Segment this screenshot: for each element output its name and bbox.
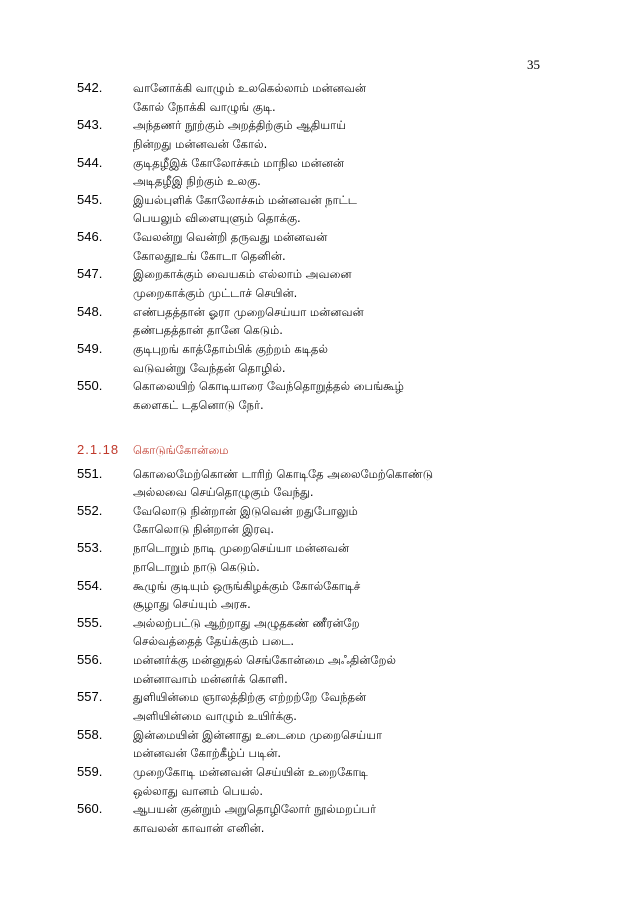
verse [0, 340, 638, 377]
verse-line: செல்வத்தைத் தேய்க்கும் படை. [133, 634, 295, 649]
verse-number: 552. [77, 502, 103, 518]
verse [0, 154, 638, 191]
section-number: 2.1.18 [77, 441, 120, 457]
verse-text [133, 340, 603, 377]
verse-text [133, 79, 603, 116]
verse-text [133, 265, 603, 302]
verse-line: காவலன் காவான் எனின். [133, 820, 265, 835]
verse-line: கூழுங் குடியும் ஒருங்கிழக்கும் கோல்கோடிச் [133, 578, 361, 593]
verse-number: 550. [77, 378, 103, 394]
verse-line: கொலைமேற்கொண் டாரிற் கொடிதே அலைமேற்கொண்டு [133, 466, 433, 481]
verse [0, 79, 638, 116]
verse [0, 265, 638, 302]
verse-text [133, 614, 603, 651]
verse-text [133, 763, 603, 800]
verse-line: தண்பதத்தான் தானே கெடும். [133, 323, 283, 338]
verse-text [133, 228, 603, 265]
verse [0, 228, 638, 265]
verse-number: 553. [77, 540, 103, 556]
verse-line: அந்தணர் நூற்கும் அறத்திற்கும் ஆதியாய் [133, 118, 347, 133]
verse-line: ஒல்லாது வானம் பெயல். [133, 783, 264, 798]
verse-text [133, 377, 603, 414]
verse-line: அல்லற்பட்டு ஆற்றாது அழுதகண் ணீரன்றே [133, 615, 360, 630]
verse-line: கொலையிற் கொடியாரை வேந்தொறுத்தல் பைங்கூழ் [133, 379, 404, 394]
verse-line: வானோக்கி வாழும் உலகெல்லாம் மன்னவன் [133, 81, 366, 95]
verse [0, 763, 638, 800]
verse-line: கோலொடு நின்றான் இரவு. [133, 522, 275, 537]
verse-line: வடுவன்று வேந்தன் தொழில். [133, 360, 286, 375]
verse-number: 544. [77, 154, 103, 170]
verse-line: கோலதூஉங் கோடா தெனின். [133, 248, 286, 263]
verse-number: 547. [77, 266, 103, 282]
verse-number: 545. [77, 191, 103, 207]
verse [0, 539, 638, 576]
verse-line: குடிதழீஇக் கோலோச்சும் மாநில மன்னன் [133, 155, 345, 170]
verse [0, 614, 638, 651]
verse-line: வேலன்று வென்றி தருவது மன்னவன் [133, 230, 328, 245]
verse-text [133, 800, 603, 837]
verse-text [133, 116, 603, 153]
verse-line: நாடொறும் நாடி முறைசெய்யா மன்னவன் [133, 541, 350, 556]
verse [0, 800, 638, 837]
verse-number: 542. [77, 80, 103, 95]
verse-number: 559. [77, 764, 103, 780]
verse-text [133, 191, 603, 228]
verse-line: களைகட் டதனொடு நேர். [133, 397, 264, 412]
verse-line: முறைகாக்கும் முட்டாச் செயின். [133, 285, 298, 300]
verse-line: அல்லவை செய்தொழுகும் வேந்து. [133, 485, 314, 500]
verse-text [133, 303, 603, 340]
verse-list [0, 465, 638, 838]
verse-number: 555. [77, 614, 103, 630]
verse-line: அடிதழீஇ நிற்கும் உலகு. [133, 174, 261, 189]
verse-line: நாடொறும் நாடு கெடும். [133, 559, 260, 574]
verse [0, 377, 638, 414]
verse [0, 502, 638, 539]
verse-text [133, 688, 603, 725]
verse-line: சூழாது செய்யும் அரசு. [133, 597, 251, 612]
verse-line: மன்னவன் கோற்கீழ்ப் படின். [133, 746, 282, 761]
verse-line: எண்பதத்தான் ஓரா முறைசெய்யா மன்னவன் [133, 304, 364, 319]
verse-line: இறைகாக்கும் வையகம் எல்லாம் அவனை [133, 267, 352, 282]
verse-line: முறைகோடி மன்னவன் செய்யின் உறைகோடி [133, 765, 368, 780]
verse [0, 726, 638, 763]
verse-line: பெயலும் விளையுளும் தொக்கு. [133, 211, 301, 226]
verse [0, 465, 638, 502]
verse-text [133, 154, 603, 191]
verse-number: 557. [77, 689, 103, 705]
verse-number: 554. [77, 577, 103, 593]
verse-line: இயல்புளிக் கோலோச்சும் மன்னவன் நாட்ட [133, 192, 357, 207]
verse-line: துளியின்மை ஞாலத்திற்கு எற்றற்றே வேந்தன் [133, 690, 367, 705]
verse-number: 556. [77, 652, 103, 668]
document-body [0, 79, 638, 838]
page-number: 35 [527, 57, 540, 72]
verse-text [133, 651, 603, 688]
verse-line: ஆபயன் குன்றும் அறுதொழிலோர் நூல்மறப்பர் [133, 802, 376, 817]
verse-list [0, 79, 638, 415]
verse-text [133, 465, 603, 502]
verse-line: கோல் நோக்கி வாழுங் குடி. [133, 99, 276, 114]
verse-line: மன்னர்க்கு மன்னுதல் செங்கோன்மை அஃதின்றேல் [133, 653, 396, 668]
verse [0, 116, 638, 153]
verse-text [133, 502, 603, 539]
verse [0, 577, 638, 614]
verse [0, 651, 638, 688]
verse-text [133, 539, 603, 576]
verse-number: 548. [77, 303, 103, 319]
verse-number: 543. [77, 117, 103, 133]
verse [0, 303, 638, 340]
verse-number: 551. [77, 465, 103, 481]
verse-number: 549. [77, 341, 103, 357]
verse-line: மன்னாவாம் மன்னர்க் கொளி. [133, 671, 288, 686]
verse-number: 560. [77, 801, 103, 817]
verse [0, 688, 638, 725]
verse-line: நின்றது மன்னவன் கோல். [133, 136, 268, 151]
verse [0, 191, 638, 228]
verse-number: 558. [77, 726, 103, 742]
verse-number: 546. [77, 229, 103, 245]
verse-line: குடிபுறங் காத்தோம்பிக் குற்றம் கடிதல் [133, 342, 328, 357]
verse-line: அளியின்மை வாழும் உயிர்க்கு. [133, 708, 297, 723]
verse-line: இன்மையின் இன்னாது உடைமை முறைசெய்யா [133, 727, 382, 742]
verse-text [133, 726, 603, 763]
verse-line: வேலொடு நின்றான் இடுவென் றதுபோலும் [133, 503, 358, 518]
verse-text [133, 577, 603, 614]
section-title: கொடுங்கோன்மை [133, 442, 229, 457]
section-heading [0, 441, 638, 465]
